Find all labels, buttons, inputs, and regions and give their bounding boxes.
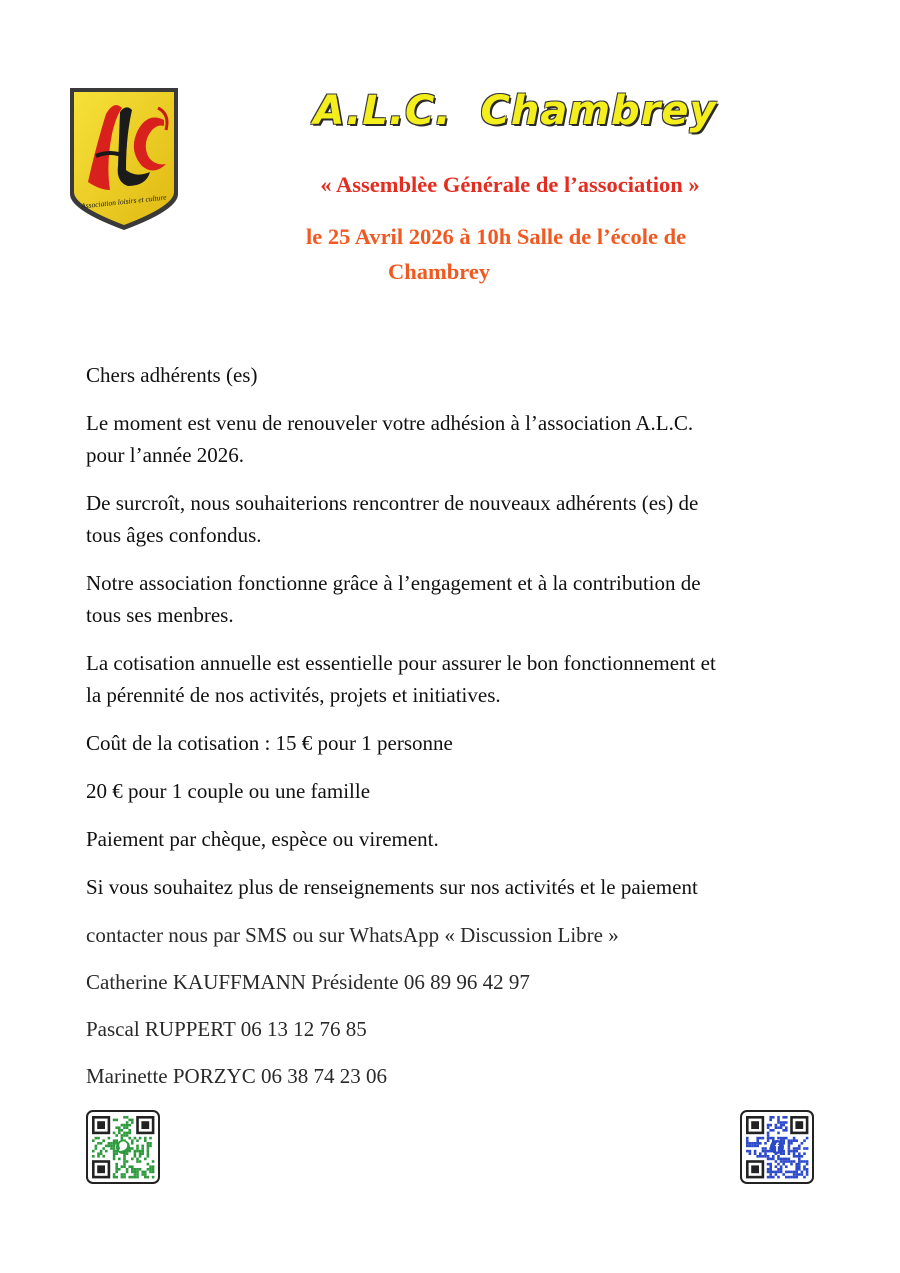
contact-intro: contacter nous par SMS ou sur WhatsApp « Discussion Libre » [86,923,619,947]
info-line: Si vous souhaitez plus de renseignements sur nos activités et le paiement [86,875,698,899]
paragraph-line: la pérennité de nos activités, projets et initiatives. [86,683,501,707]
greeting: Chers adhérents (es) [86,363,258,387]
event-title: « Assemblèe Générale de l’association » [320,172,700,197]
letter-body [86,359,826,1107]
paragraph-new-members [86,487,826,551]
paragraph-line: De surcroît, nous souhaiterions rencontrer de nouveaux adhérents (es) de [86,491,699,515]
logo-caption: Association loisirs et culture [80,192,167,211]
paragraph-line: Notre association fonctionne grâce à l’engagement et à la contribution de [86,571,701,595]
alc-logo [66,86,182,232]
facebook-icon: f [775,1140,779,1155]
paragraph-line: Le moment est venu de renouveler votre adhésion à l’association A.L.C. [86,411,694,435]
contact-president: Catherine KAUFFMANN Présidente 06 89 96 42 97 [86,970,530,994]
paragraph-fee [86,647,826,711]
paragraph-renewal [86,407,826,471]
paragraph-line: pour l’année 2026. [86,443,245,467]
facebook-qr-code[interactable] [740,1110,814,1184]
paragraph-line: tous ses menbres. [86,603,234,627]
cost-single: Coût de la cotisation : 15 € pour 1 personne [86,731,453,755]
payment-methods: Paiement par chèque, espèce ou virement. [86,827,439,851]
event-date-line-1: le 25 Avril 2026 à 10h Salle de l’école de [306,224,687,249]
contact-pascal: Pascal RUPPERT 06 13 12 76 85 [86,1017,367,1041]
contact-marinette: Marinette PORZYC 06 38 74 23 06 [86,1064,387,1088]
paragraph-line: La cotisation annuelle est essentielle pour assurer le bon fonctionnement et [86,651,716,675]
cost-family: 20 € pour 1 couple ou une famille [86,779,371,803]
whatsapp-qr-code[interactable] [86,1110,160,1184]
paragraph-line: tous âges confondus. [86,523,262,547]
paragraph-engagement [86,567,826,631]
brand-title: A.L.C. Chambrey [313,88,717,134]
event-date-line-2: Chambrey [388,259,491,284]
